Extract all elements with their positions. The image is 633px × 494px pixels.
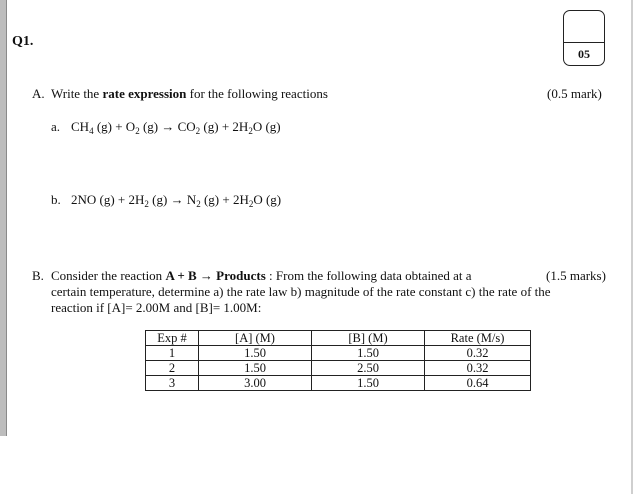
table-row bbox=[146, 376, 531, 391]
part-b-line3: reaction if [A]= 2.00M and [B]= 1.00M: bbox=[51, 300, 262, 315]
reaction-a-label: a. bbox=[51, 119, 61, 134]
eq-b-part: 2NO (g) + 2H bbox=[71, 192, 145, 207]
table-cell: 2.50 bbox=[312, 361, 425, 376]
table-cell: 1 bbox=[146, 346, 199, 361]
table-cell: 3.00 bbox=[199, 376, 312, 391]
eq-a-part: (g) + O bbox=[93, 119, 136, 134]
part-b-line1-post: : From the following data obtained at a bbox=[265, 268, 472, 283]
part-a-prompt-post: for the following reactions bbox=[186, 86, 328, 101]
table-cell: 3 bbox=[146, 376, 199, 391]
reaction-a-equation bbox=[71, 119, 281, 135]
table-cell: 0.32 bbox=[425, 361, 531, 376]
eq-b-sub: 2 bbox=[196, 199, 201, 209]
table-header: Rate (M/s) bbox=[425, 331, 531, 346]
eq-b-sub: 2 bbox=[144, 199, 149, 209]
part-a-prompt-bold: rate expression bbox=[102, 86, 187, 101]
eq-a-sub: 2 bbox=[195, 126, 201, 136]
eq-a-sub: 4 bbox=[89, 126, 94, 136]
eq-a-sub: 2 bbox=[135, 126, 140, 136]
table-row bbox=[146, 346, 531, 361]
eq-b-part: (g) + 2H bbox=[200, 192, 249, 207]
table-cell: 1.50 bbox=[199, 346, 312, 361]
part-a-prompt bbox=[51, 86, 328, 102]
part-b-mark: (1.5 marks) bbox=[546, 268, 606, 283]
part-a-prompt-pre: Write the bbox=[51, 86, 103, 101]
eq-b-part: (g) → N bbox=[148, 192, 197, 207]
question-number: Q1. bbox=[12, 34, 34, 49]
part-b-line2: certain temperature, determine a) the rate law b) magnitude of the rate constant c) the rate of the bbox=[51, 284, 551, 299]
reaction-b-label: b. bbox=[51, 192, 61, 207]
rate-data-table bbox=[145, 330, 531, 391]
score-value: 05 bbox=[578, 47, 590, 61]
part-b-label: B. bbox=[32, 268, 44, 283]
score-divider bbox=[564, 42, 604, 43]
table-header: Exp # bbox=[146, 331, 199, 346]
eq-a-part: (g) + 2H bbox=[200, 119, 249, 134]
table-cell: 1.50 bbox=[312, 376, 425, 391]
table-row bbox=[146, 361, 531, 376]
table-cell: 1.50 bbox=[312, 346, 425, 361]
part-b-line1-pre: Consider the reaction bbox=[51, 268, 166, 283]
table-header: [B] (M) bbox=[312, 331, 425, 346]
table-cell: 0.32 bbox=[425, 346, 531, 361]
part-b-line1 bbox=[51, 268, 472, 284]
score-box bbox=[563, 10, 605, 66]
table-header-row bbox=[146, 331, 531, 346]
eq-a-part: (g) → CO bbox=[139, 119, 196, 134]
part-a-label: A. bbox=[32, 86, 45, 101]
eq-b-sub: 2 bbox=[248, 199, 254, 209]
table-cell: 1.50 bbox=[199, 361, 312, 376]
eq-b-part: O (g) bbox=[253, 192, 282, 207]
eq-a-part: CH bbox=[71, 119, 90, 134]
left-margin-line bbox=[6, 0, 7, 436]
table-header: [A] (M) bbox=[199, 331, 312, 346]
reaction-b-equation bbox=[71, 192, 281, 208]
part-b-reaction: A + B → Products bbox=[165, 268, 266, 283]
eq-a-sub: 2 bbox=[248, 126, 253, 136]
table-cell: 0.64 bbox=[425, 376, 531, 391]
eq-a-part: O (g) bbox=[252, 119, 281, 134]
table-cell: 2 bbox=[146, 361, 199, 376]
part-a-mark: (0.5 mark) bbox=[547, 86, 602, 101]
